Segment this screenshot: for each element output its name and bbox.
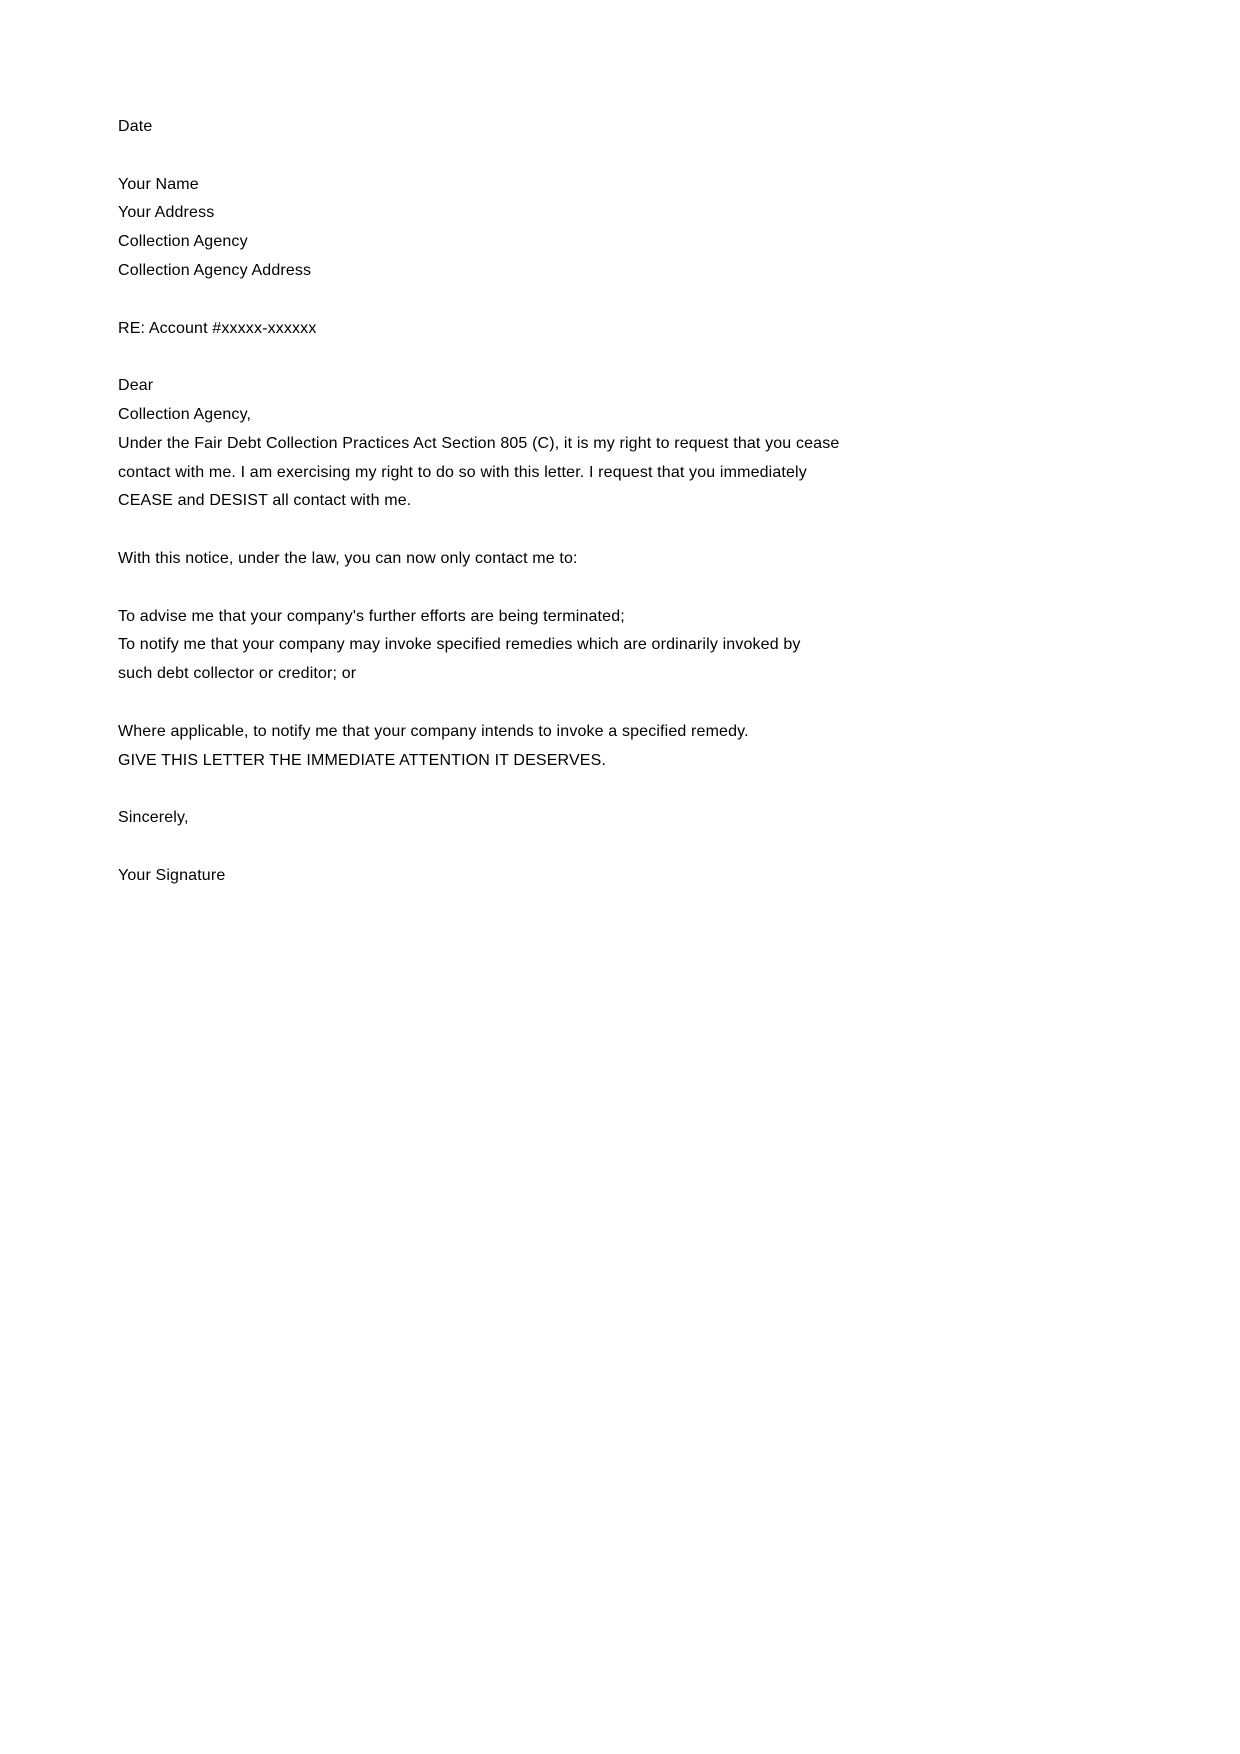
intro-paragraph-line: CEASE and DESIST all contact with me. — [118, 492, 412, 510]
spacer — [118, 574, 898, 603]
condition-line: To advise me that your company's further efforts are being terminated; — [118, 607, 625, 625]
spacer — [118, 689, 898, 718]
condition-line: To notify me that your company may invoke specified remedies which are ordinarily invoked by — [118, 636, 801, 654]
spacer — [118, 343, 898, 372]
letter-date: Date — [118, 118, 153, 135]
reference-line: RE: Account #xxxxx-xxxxxx — [118, 319, 317, 337]
spacer — [118, 775, 898, 804]
sender-name: Your Name — [118, 175, 199, 193]
recipient-name: Collection Agency — [118, 233, 248, 251]
spacer — [118, 286, 898, 315]
final-paragraph-line: GIVE THIS LETTER THE IMMEDIATE ATTENTION IT DESERVES. — [118, 751, 607, 769]
spacer — [118, 516, 898, 545]
sender-address: Your Address — [118, 204, 215, 222]
condition-line: such debt collector or creditor; or — [118, 665, 357, 683]
signature-line: Your Signature — [118, 866, 226, 884]
closing-line: Sincerely, — [118, 809, 189, 827]
intro-paragraph-line: Under the Fair Debt Collection Practices Act Section 805 (C), it is my right to request that you cease — [118, 434, 840, 452]
salutation-line-2: Collection Agency, — [118, 405, 252, 423]
recipient-address: Collection Agency Address — [118, 261, 312, 279]
spacer — [118, 142, 898, 171]
letter-body — [118, 113, 898, 891]
notice-line: With this notice, under the law, you can now only contact me to: — [118, 549, 578, 567]
salutation-line-1: Dear — [118, 377, 154, 395]
final-paragraph-line: Where applicable, to notify me that your company intends to invoke a specified remedy. — [118, 722, 749, 740]
spacer — [118, 833, 898, 862]
intro-paragraph-line: contact with me. I am exercising my right to do so with this letter. I request that you immediately — [118, 463, 807, 481]
